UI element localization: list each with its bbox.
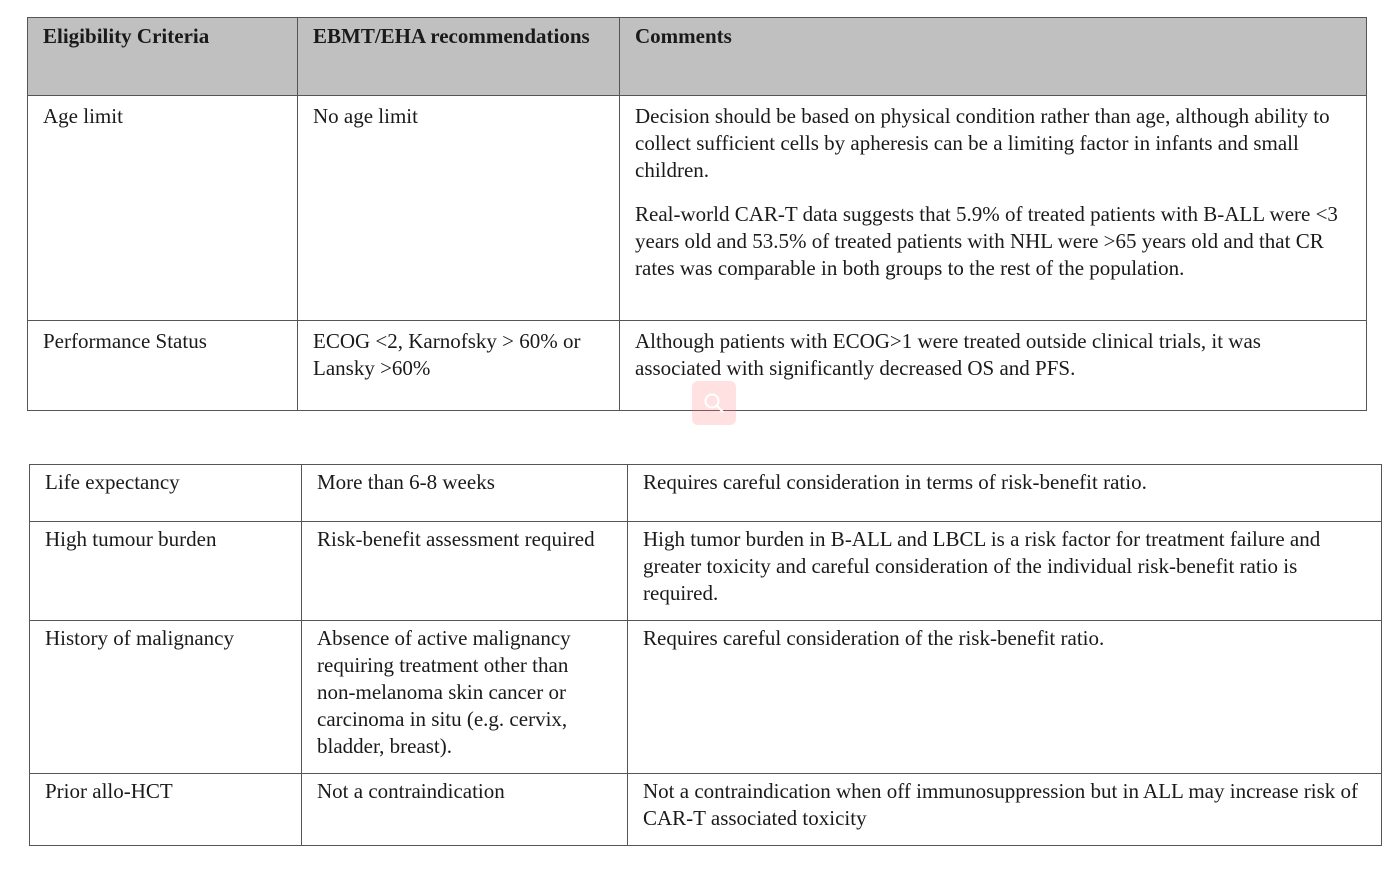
criteria-cell: History of malignancy [30, 621, 302, 774]
table-header-row [28, 18, 1367, 96]
recommendation-cell: Absence of active malignancy requiring treatment other than non-melanoma skin cancer or carcinoma in situ (e.g. cervix, bladder, breast). [302, 621, 628, 774]
search-icon [702, 391, 726, 415]
table-row [30, 522, 1382, 621]
comment-paragraph: Although patients with ECOG>1 were treated outside clinical trials, it was associated with significantly decreased OS and PFS. [635, 329, 1261, 380]
recommendation-cell: No age limit [298, 96, 620, 321]
header-eligibility-criteria: Eligibility Criteria [28, 18, 298, 96]
comment-paragraph: Decision should be based on physical condition rather than age, although ability to collect sufficient cells by apheresis can be a limiting factor in infants and small children. [635, 104, 1330, 182]
recommendation-cell: Risk-benefit assessment required [302, 522, 628, 621]
eligibility-table-part-1 [27, 17, 1367, 411]
search-overlay-button[interactable] [692, 381, 736, 425]
criteria-cell: Life expectancy [30, 465, 302, 522]
recommendation-cell: ECOG <2, Karnofsky > 60% or Lansky >60% [298, 321, 620, 411]
comment-paragraph: Real-world CAR-T data suggests that 5.9% of treated patients with B-ALL were <3 years old and 53.5% of treated patients with NHL were >65 years old and that CR rates was comparable in both groups to the rest of the population. [635, 202, 1338, 280]
table-row [30, 774, 1382, 846]
header-ebmt-eha-recommendations: EBMT/EHA recommendations [298, 18, 620, 96]
eligibility-table-part-2 [29, 464, 1382, 846]
comments-cell: Not a contraindication when off immunosuppression but in ALL may increase risk of CAR-T associated toxicity [628, 774, 1382, 846]
criteria-cell: Prior allo-HCT [30, 774, 302, 846]
comments-cell: Requires careful consideration in terms of risk-benefit ratio. [628, 465, 1382, 522]
recommendation-cell: Not a contraindication [302, 774, 628, 846]
comments-cell [620, 96, 1367, 321]
criteria-cell: High tumour burden [30, 522, 302, 621]
table-row [30, 465, 1382, 522]
header-comments: Comments [620, 18, 1367, 96]
table-row [30, 621, 1382, 774]
comments-cell: High tumor burden in B-ALL and LBCL is a risk factor for treatment failure and greater toxicity and careful consideration of the individual risk-benefit ratio is required. [628, 522, 1382, 621]
comments-cell: Requires careful consideration of the risk-benefit ratio. [628, 621, 1382, 774]
criteria-cell: Performance Status [28, 321, 298, 411]
recommendation-cell: More than 6-8 weeks [302, 465, 628, 522]
table-row [28, 96, 1367, 321]
criteria-cell: Age limit [28, 96, 298, 321]
